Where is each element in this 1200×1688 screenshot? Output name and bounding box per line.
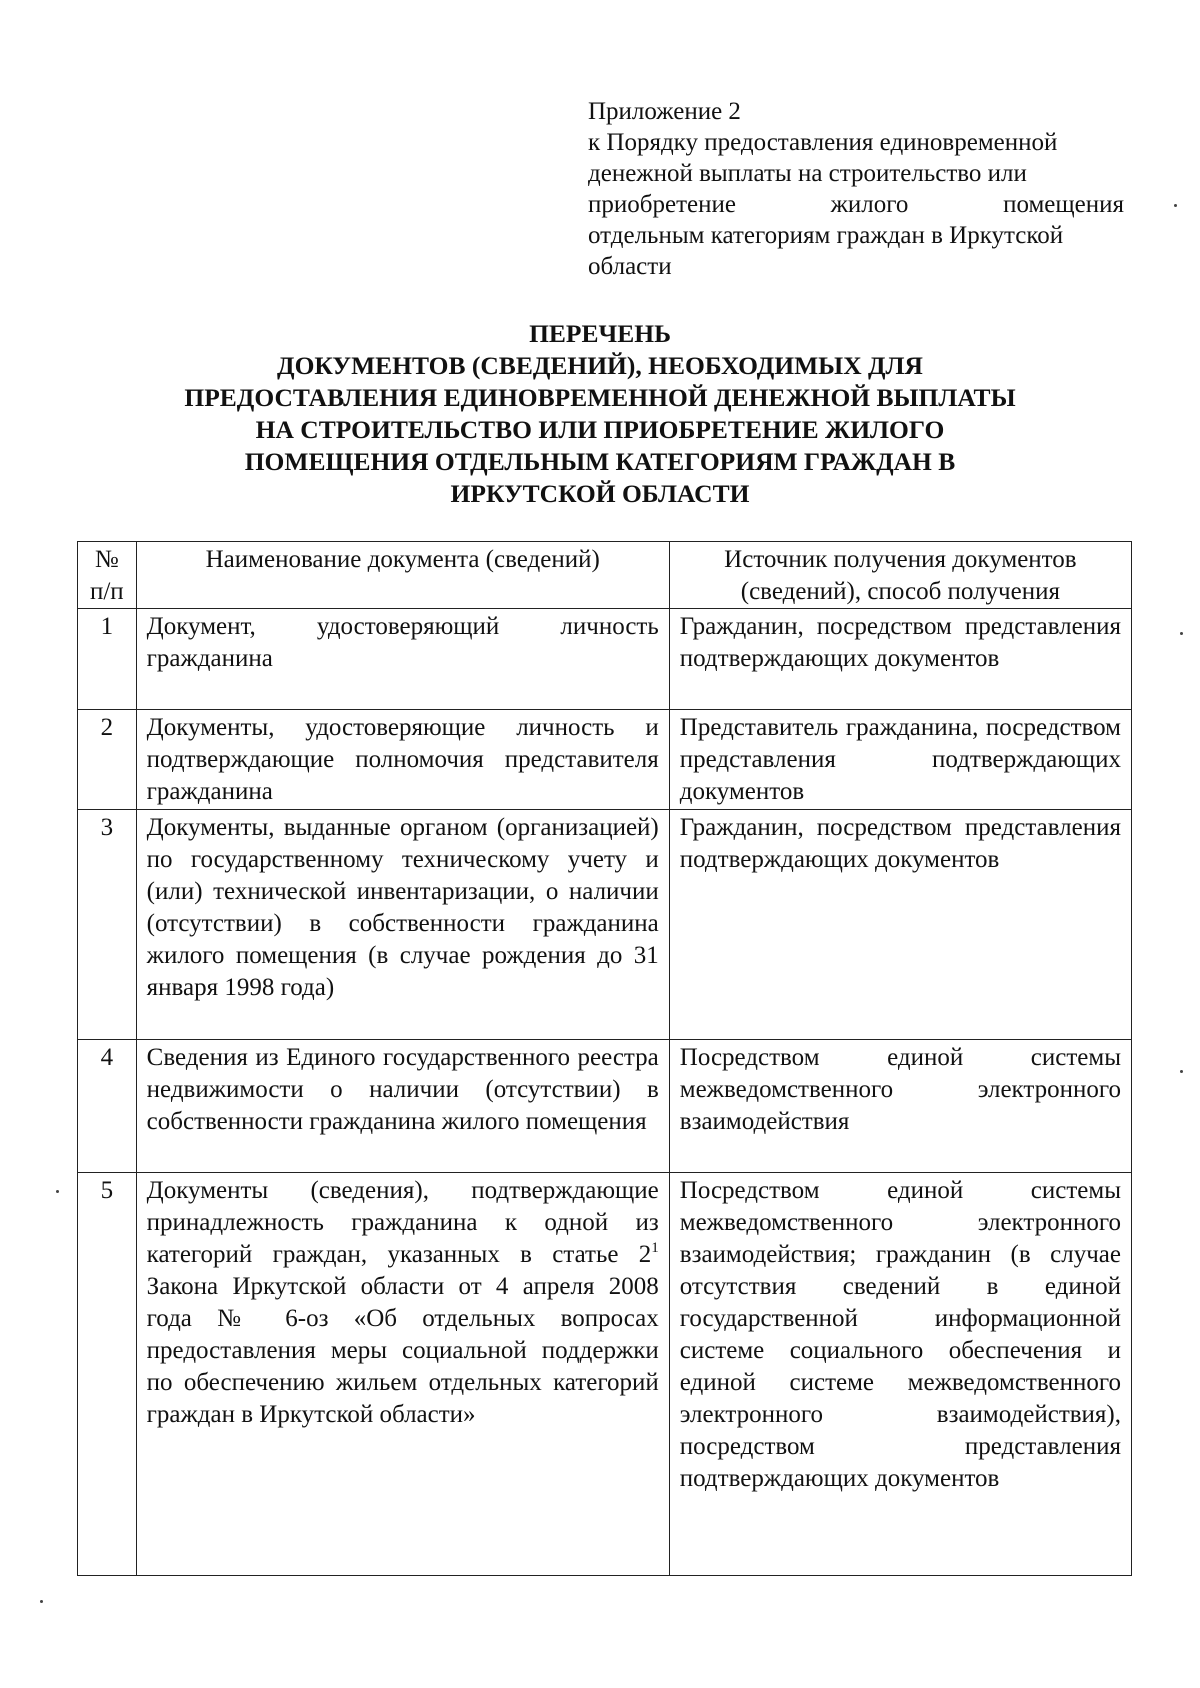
header-number-abbr: п/п [89, 578, 124, 605]
title-line: ПРЕДОСТАВЛЕНИЯ ЕДИНОВРЕМЕННОЙ ДЕНЕЖНОЙ ВЫПЛАТЫ [184, 383, 1016, 412]
header-number [78, 542, 137, 609]
scan-speck [56, 1190, 59, 1193]
row-number: 4 [78, 1040, 137, 1173]
appendix-line: приобретение жилого помещения [588, 191, 1124, 218]
row-number: 3 [78, 810, 137, 1040]
appendix-line: к Порядку предоставления единовременной [588, 129, 1058, 156]
row-source: Посредством единой системы межведомственного электронного взаимодействия; гражданин (в случае отсутствия сведений в единой государственной информационной системе социального обеспечения и единой системе межведомственного электронного взаимодействия), посредством представления подтверждающих документов [669, 1173, 1131, 1576]
title-line: ИРКУТСКОЙ ОБЛАСТИ [450, 479, 750, 508]
table-row [78, 1040, 1132, 1173]
row-document-name: Документы, выданные органом (организацией) по государственному техническому учету и (или) технической инвентаризации, о наличии (отсутствии) в собственности гражданина жилого помещения (в случае рождения до 31 января 1998 года) [136, 810, 669, 1040]
appendix-line: денежной выплаты на строительство или [588, 160, 1027, 187]
row-source: Гражданин, посредством представления подтверждающих документов [669, 810, 1131, 1040]
row-number: 1 [78, 609, 137, 710]
row-number: 5 [78, 1173, 137, 1576]
row-document-name [136, 1173, 669, 1576]
appendix-header [588, 96, 1124, 282]
table-row [78, 810, 1132, 1040]
table-row [78, 710, 1132, 810]
row-document-name-part1: Документы (сведения), подтверждающие принадлежность гражданина к одной из категорий граждан, указанных в статье 2 [146, 1177, 659, 1268]
header-document-name: Наименование документа (сведений) [136, 542, 669, 609]
appendix-line: области [588, 253, 672, 280]
row-source: Представитель гражданина, посредством представления подтверждающих документов [669, 710, 1131, 810]
table-row [78, 609, 1132, 710]
title-line: ДОКУМЕНТОВ (СВЕДЕНИЙ), НЕОБХОДИМЫХ ДЛЯ [277, 351, 923, 380]
table-row [78, 1173, 1132, 1576]
scan-speck [1180, 1070, 1183, 1073]
row-document-name: Документы, удостоверяющие личность и подтверждающие полномочия представителя гражданина [136, 710, 669, 810]
title-line: НА СТРОИТЕЛЬСТВО ИЛИ ПРИОБРЕТЕНИЕ ЖИЛОГО [255, 415, 945, 444]
row-source: Гражданин, посредством представления подтверждающих документов [669, 609, 1131, 710]
scan-speck [1174, 204, 1177, 207]
header-source: Источник получения документов (сведений), способ получения [669, 542, 1131, 609]
table-header-row [78, 542, 1132, 609]
scan-speck [40, 1600, 43, 1603]
documents-table [77, 541, 1132, 1576]
article-superscript: 1 [651, 1240, 659, 1256]
row-document-name: Сведения из Единого государственного реестра недвижимости о наличии (отсутствии) в собственности гражданина жилого помещения [136, 1040, 669, 1173]
row-number: 2 [78, 710, 137, 810]
document-title [100, 318, 1100, 510]
row-document-name-part2: Закона Иркутской области от 4 апреля 2008 года № 6-оз «Об отдельных вопросах предоставления меры социальной поддержки по обеспечению жильем отдельных категорий граждан в Иркутской области» [146, 1273, 659, 1428]
row-source: Посредством единой системы межведомственного электронного взаимодействия [669, 1040, 1131, 1173]
row-document-name: Документ, удостоверяющий личность гражданина [136, 609, 669, 710]
appendix-line: отдельным категориям граждан в Иркутской [588, 222, 1064, 249]
scan-speck [1180, 632, 1183, 635]
header-number-symbol: № [94, 546, 119, 573]
title-line: ПОМЕЩЕНИЯ ОТДЕЛЬНЫМ КАТЕГОРИЯМ ГРАЖДАН В [244, 447, 956, 476]
title-line: ПЕРЕЧЕНЬ [529, 319, 671, 348]
appendix-line: Приложение 2 [588, 98, 741, 125]
